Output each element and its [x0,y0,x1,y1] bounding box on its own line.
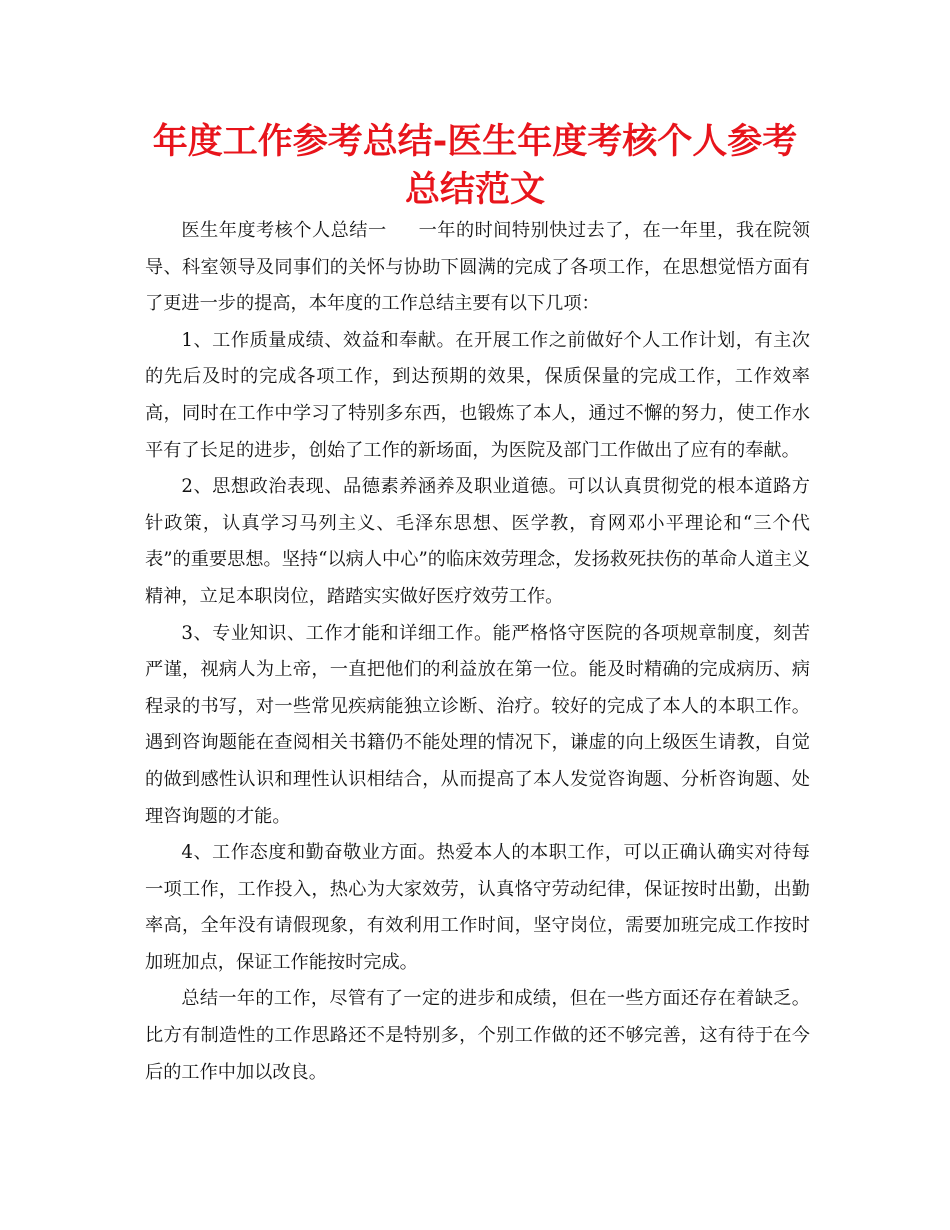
intro-text: 一年的时间特别快过去了，在一年里，我在院领导、科室领导及同事们的关怀与协助下圆满的完成了各项工作，在思想觉悟方面有了更进一步的提高，本年度的工作总结主要有以下几项： [145,220,810,315]
paragraph-attitude: 4、工作态度和勤奋敬业方面。热爱本人的本职工作，可以正确认确实对待每一项工作，工作投入，热心为大家效劳，认真恪守劳动纪律，保证按时出勤，出勤率高，全年没有请假现象，有效利用工作时间，坚守岗位，需要加班完成工作按时加班加点，保证工作能按时完成。 [145,842,810,973]
paragraph-skills: 3、专业知识、工作才能和详细工作。能严格恪守医院的各项规章制度，刻苦严谨，视病人为上帝，一直把他们的利益放在第一位。能及时精确的完成病历、病程录的书写，对一些常见疾病能独立诊断、治疗。较好的完成了本人的本职工作。遇到咨询题能在查阅相关书籍仍不能处理的情况下，谦虚的向上级医生请教，自觉的做到感性认识和理性认识相结合，从而提高了本人发觉咨询题、分析咨询题、处理咨询题的才能。 [145,622,810,827]
paragraph-politics: 2、思想政治表现、品德素养涵养及职业道德。可以认真贯彻党的根本道路方针政策，认真学习马列主义、毛泽东思想、医学教，育网邓小平理论和“三个代表”的重要思想。坚持“以病人中心”的临床效劳理念，发扬救死扶伤的革命人道主义精神，立足本职岗位，踏踏实实做好医疗效劳工作。 [145,476,810,607]
paragraph-summary: 总结一年的工作，尽管有了一定的进步和成绩，但在一些方面还存在着缺乏。比方有制造性的工作思路还不是特别多，个别工作做的还不够完善，这有待于在今后的工作中加以改良。 [145,988,810,1083]
document-body [145,213,810,1091]
document-title: 年度工作参考总结-医生年度考核个人参考总结范文 [152,122,798,210]
intro-paragraph [145,213,810,323]
intro-lead: 医生年度考核个人总结一 [181,220,387,241]
paragraph-quality: 1、工作质量成绩、效益和奉献。在开展工作之前做好个人工作计划，有主次的先后及时的完成各项工作，到达预期的效果，保质保量的完成工作，工作效率高，同时在工作中学习了特别多东西，也锻炼了本人，通过不懈的努力，使工作水平有了长足的进步，创始了工作的新场面，为医院及部门工作做出了应有的奉献。 [145,329,810,461]
